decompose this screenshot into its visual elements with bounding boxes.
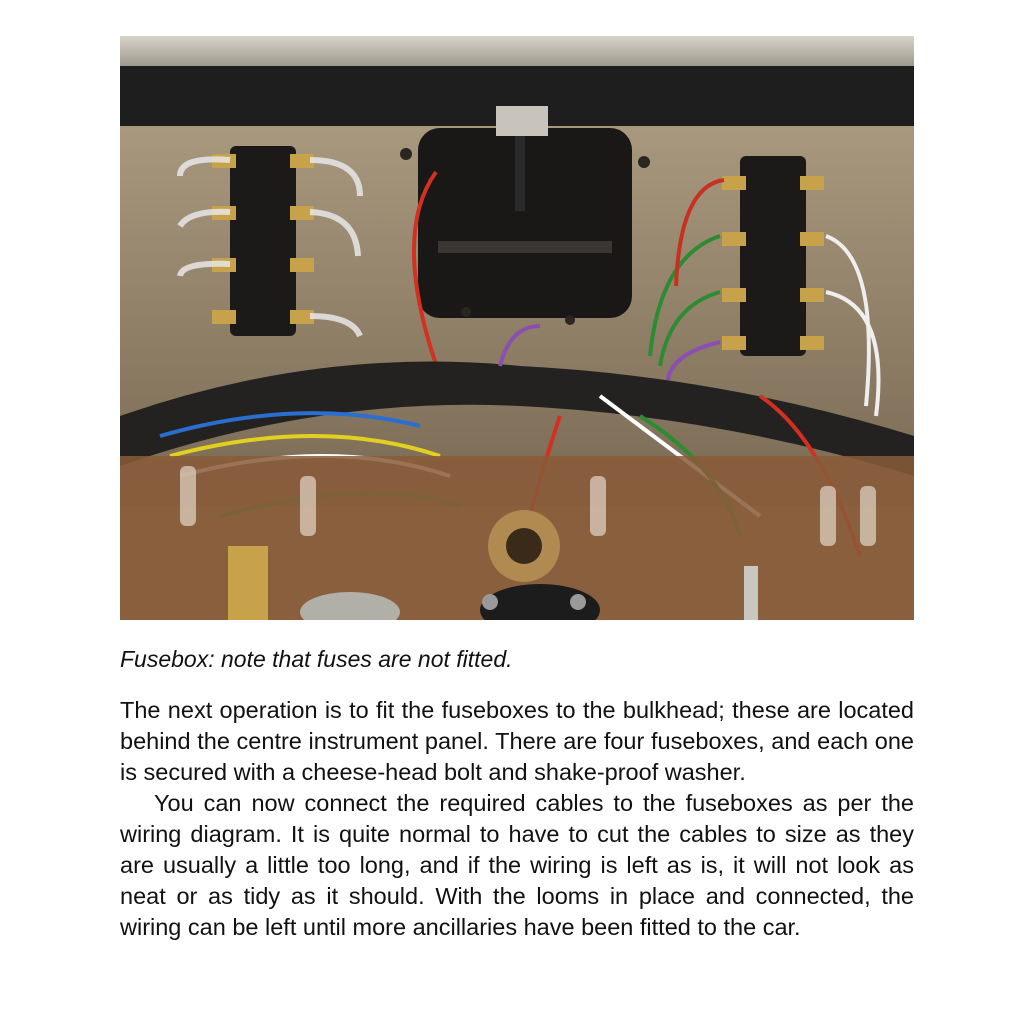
body-text bbox=[120, 695, 914, 943]
fusebox-photo bbox=[120, 36, 914, 620]
paragraph: You can now connect the required cables to the fuseboxes as per the wiring diagram. It is quite normal to have to cut the cables to size as they are usually a little too long, and if the wiring is left as is, it will not look as neat or as tidy as it should. With the looms in place and connected, the wiring can be left until more ancillaries have been fitted to the car. bbox=[120, 790, 914, 940]
figure-caption: Fusebox: note that fuses are not fitted. bbox=[120, 646, 513, 672]
paragraph: The next operation is to fit the fuseboxes to the bulkhead; these are located behind the centre instrument panel. There are four fuseboxes, and each one is secured with a cheese-head bolt and shake-proof washer. bbox=[120, 697, 914, 785]
